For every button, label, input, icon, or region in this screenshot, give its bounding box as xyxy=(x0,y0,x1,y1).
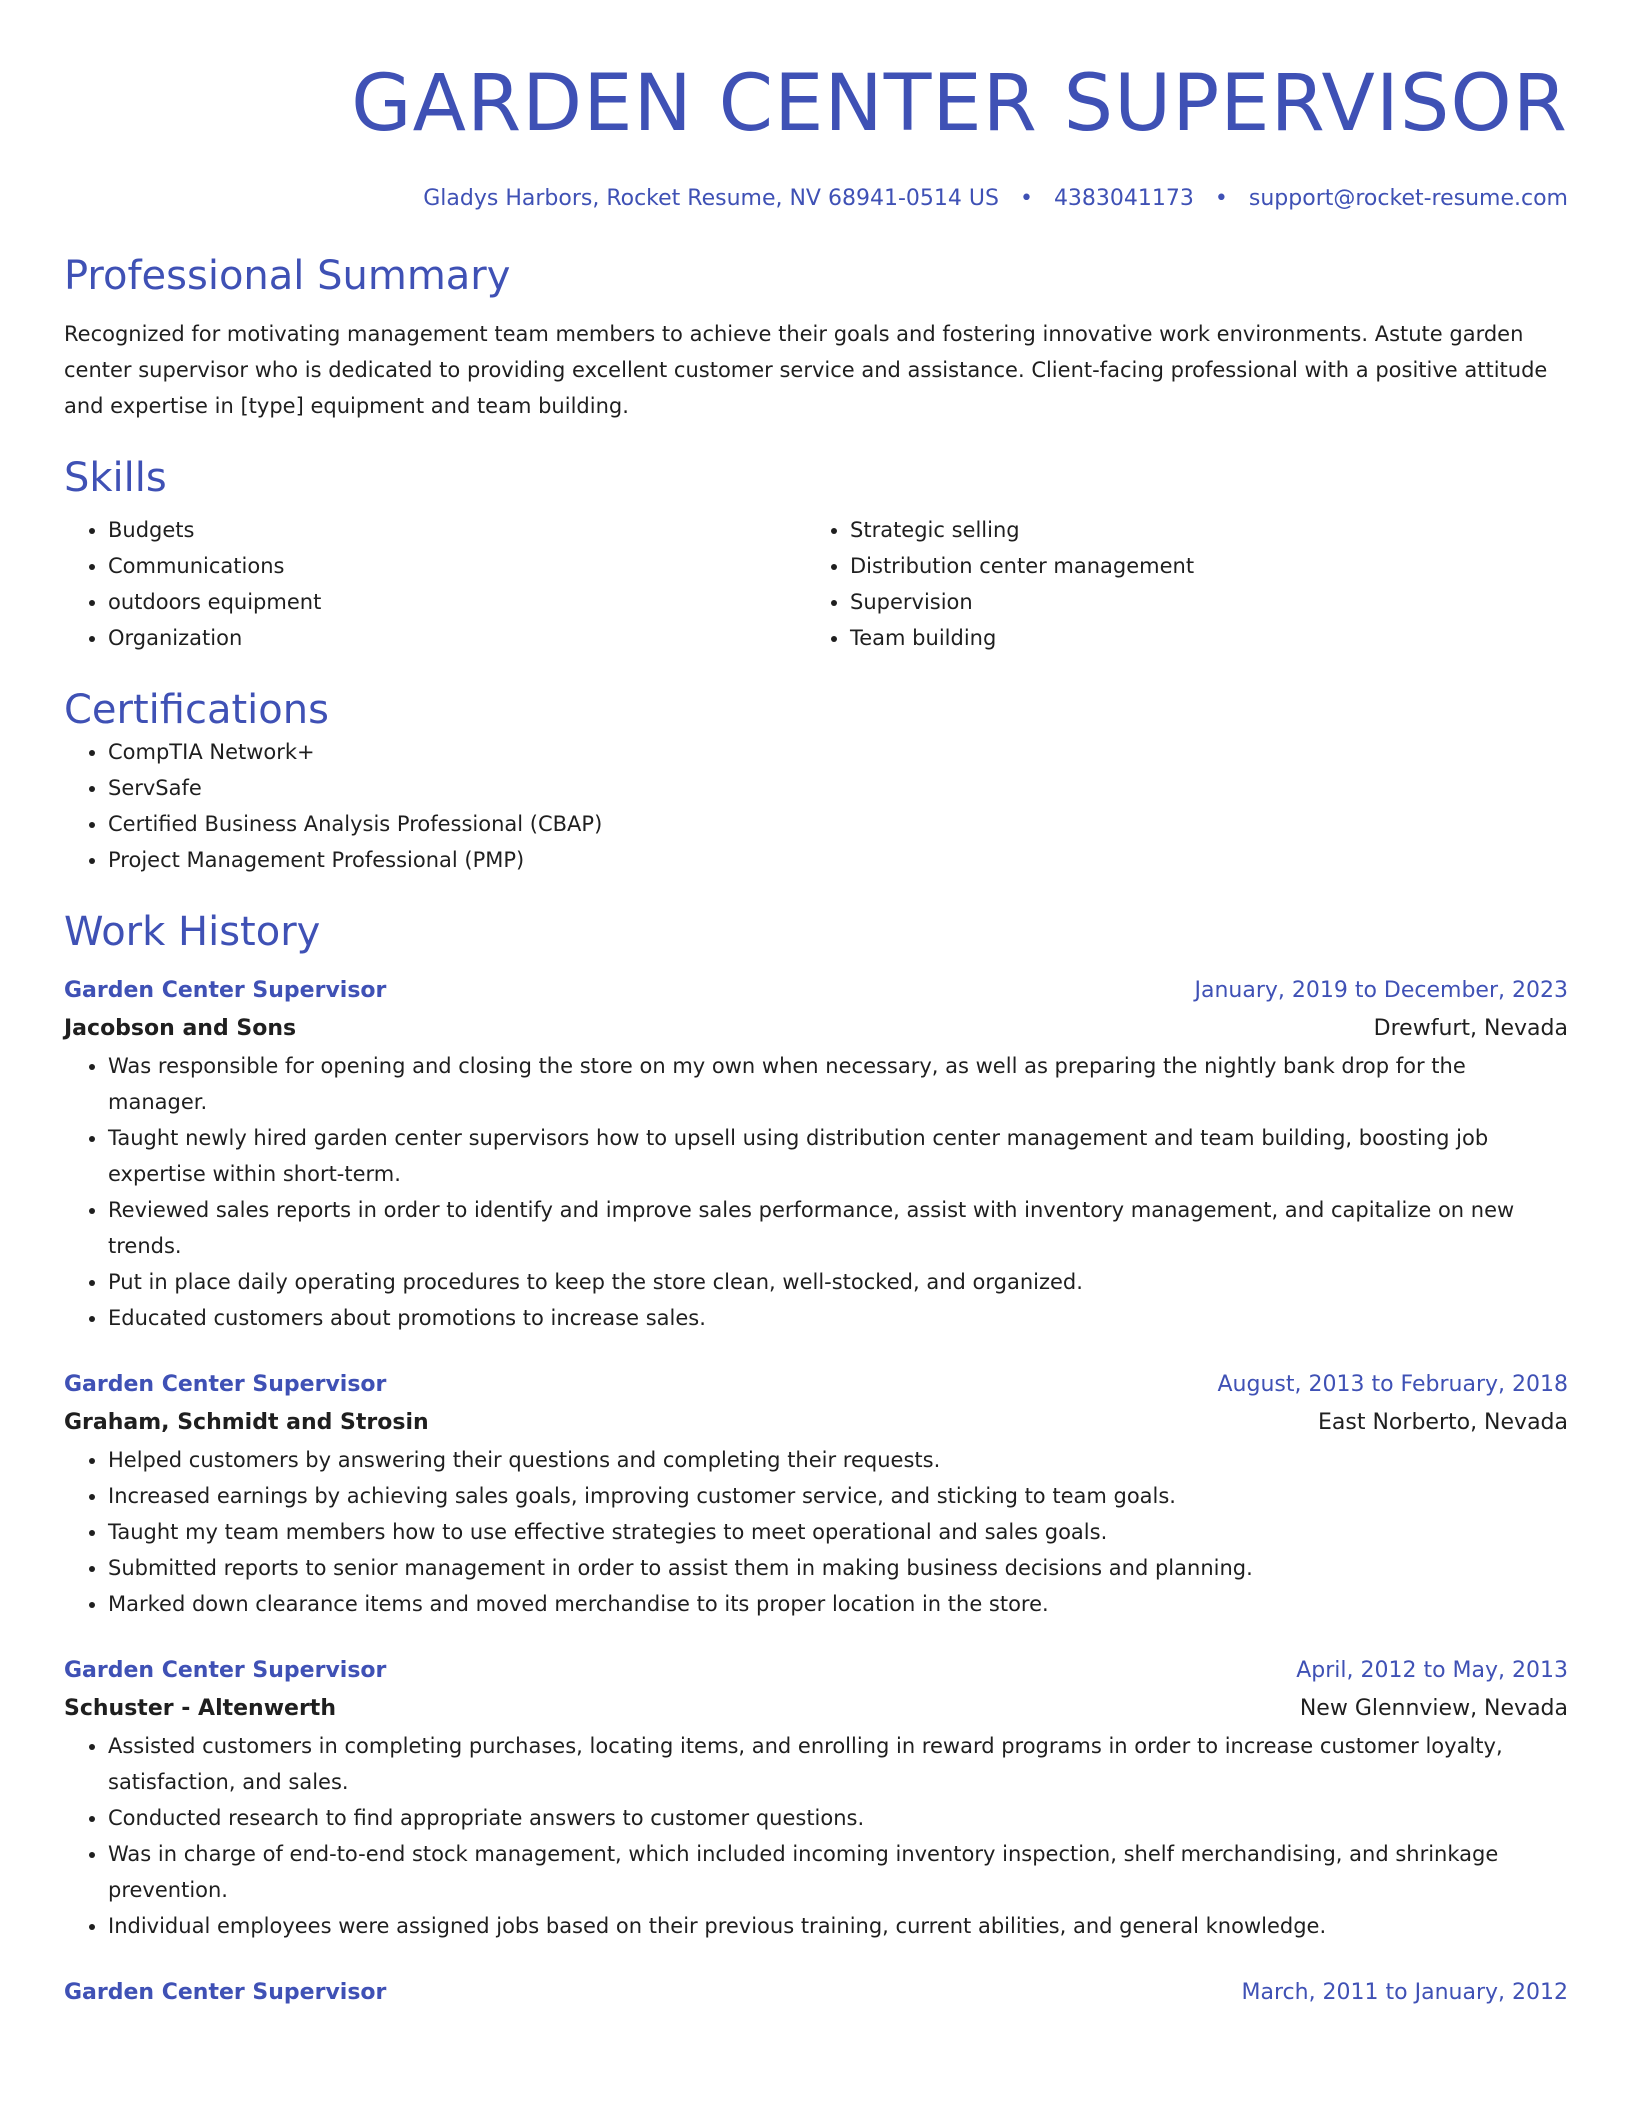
job-title-row xyxy=(64,1366,1568,1404)
job-entry xyxy=(64,972,1568,1336)
contact-address: Gladys Harbors, Rocket Resume, NV 68941-0514 US xyxy=(423,186,999,211)
certification-item: • Certified Business Analysis Professional (CBAP) xyxy=(108,806,1568,842)
contact-email: support@rocket-resume.com xyxy=(1248,186,1568,211)
resume-page xyxy=(64,0,1568,2012)
job-bullet: • Assisted customers in completing purchases, locating items, and enrolling in reward programs in order to increase customer loyalty, satisfaction, and sales. xyxy=(108,1728,1568,1800)
job-location: Drewfurt, Nevada xyxy=(1373,1016,1568,1041)
job-title-row xyxy=(64,972,1568,1010)
certifications-heading: Certifications xyxy=(64,687,329,733)
job-bullet: • Was in charge of end-to-end stock management, which included incoming inventory inspection, shelf merchandising, and shrinkage prevention. xyxy=(108,1836,1568,1908)
job-bullet: • Was responsible for opening and closing the store on my own when necessary, as well as preparing the nightly bank drop for the manager. xyxy=(108,1048,1568,1120)
job-location: East Norberto, Nevada xyxy=(1318,1410,1568,1435)
job-location: New Glennview, Nevada xyxy=(1299,1696,1568,1721)
skills-heading: Skills xyxy=(64,455,167,501)
skill-item: • Team building xyxy=(850,620,1548,656)
work-history-heading: Work History xyxy=(64,909,321,955)
contact-line xyxy=(64,184,1568,214)
job-bullet: • Educated customers about promotions to increase sales. xyxy=(108,1300,1568,1336)
job-bullet: • Taught my team members how to use effective strategies to meet operational and sales goals. xyxy=(108,1514,1568,1550)
certification-item: • Project Management Professional (PMP) xyxy=(108,842,1568,878)
certification-item: • ServSafe xyxy=(108,770,1568,806)
skill-item: • Organization xyxy=(108,620,806,656)
job-bullet: • Reviewed sales reports in order to identify and improve sales performance, assist with inventory management, and capitalize on new trends. xyxy=(108,1192,1568,1264)
job-title-row xyxy=(64,1652,1568,1690)
job-company-row xyxy=(64,1404,1568,1442)
job-entry xyxy=(64,1366,1568,1622)
job-dates: March, 2011 to January, 2012 xyxy=(1241,1980,1568,2005)
contact-separator: • xyxy=(1019,186,1033,211)
contact-separator: • xyxy=(1214,186,1228,211)
job-bullet: • Increased earnings by achieving sales goals, improving customer service, and sticking to team goals. xyxy=(108,1478,1568,1514)
job-entry xyxy=(64,1652,1568,1944)
skills-list-right xyxy=(806,512,1548,656)
summary-heading: Professional Summary xyxy=(64,253,511,299)
skill-item: • Communications xyxy=(108,548,806,584)
job-bullet: • Conducted research to find appropriate answers to customer questions. xyxy=(108,1800,1568,1836)
job-company: Jacobson and Sons xyxy=(64,1016,297,1041)
job-title: Garden Center Supervisor xyxy=(64,978,387,1003)
skill-item: • outdoors equipment xyxy=(108,584,806,620)
resume-title: GARDEN CENTER SUPERVISOR xyxy=(351,59,1568,149)
job-dates: April, 2012 to May, 2013 xyxy=(1296,1658,1568,1683)
resume-header xyxy=(64,0,1568,214)
skills-column-right xyxy=(806,512,1548,656)
job-title: Garden Center Supervisor xyxy=(64,1372,387,1397)
job-company-row xyxy=(64,1690,1568,1728)
job-bullets xyxy=(64,1728,1568,1944)
summary-text: Recognized for motivating management team members to achieve their goals and fostering innovative work environments. Astute garden center supervisor who is dedicated to providing excellent customer service and assistance. Client-facing professional with a positive attitude and expertise in [type] equipment and team building. xyxy=(64,322,1548,418)
job-bullet: • Individual employees were assigned jobs based on their previous training, current abilities, and general knowledge. xyxy=(108,1908,1568,1944)
job-bullet: • Put in place daily operating procedures to keep the store clean, well-stocked, and organized. xyxy=(108,1264,1568,1300)
job-bullets xyxy=(64,1442,1568,1622)
contact-phone: 4383041173 xyxy=(1053,186,1194,211)
job-dates: August, 2013 to February, 2018 xyxy=(1217,1372,1568,1397)
job-company: Graham, Schmidt and Strosin xyxy=(64,1410,429,1435)
certification-item: • CompTIA Network+ xyxy=(108,734,1568,770)
job-title: Garden Center Supervisor xyxy=(64,1980,387,2005)
skill-item: • Strategic selling xyxy=(850,512,1548,548)
job-dates: January, 2019 to December, 2023 xyxy=(1194,978,1568,1003)
job-company-row xyxy=(64,1010,1568,1048)
job-bullet: • Helped customers by answering their questions and completing their requests. xyxy=(108,1442,1568,1478)
job-entry xyxy=(64,1974,1568,2012)
skill-item: • Distribution center management xyxy=(850,548,1548,584)
job-bullets xyxy=(64,1048,1568,1336)
skill-item: • Budgets xyxy=(108,512,806,548)
certifications-list xyxy=(64,734,1568,878)
job-bullet: • Taught newly hired garden center supervisors how to upsell using distribution center management and team building, boosting job expertise within short-term. xyxy=(108,1120,1568,1192)
job-title: Garden Center Supervisor xyxy=(64,1658,387,1683)
job-bullet: • Submitted reports to senior management in order to assist them in making business decisions and planning. xyxy=(108,1550,1568,1586)
skill-item: • Supervision xyxy=(850,584,1548,620)
job-company: Schuster - Altenwerth xyxy=(64,1696,336,1721)
skills-grid xyxy=(64,512,1568,656)
job-title-row xyxy=(64,1974,1568,2012)
skills-column-left xyxy=(64,512,806,656)
skills-list-left xyxy=(64,512,806,656)
job-bullet: • Marked down clearance items and moved merchandise to its proper location in the store. xyxy=(108,1586,1568,1622)
